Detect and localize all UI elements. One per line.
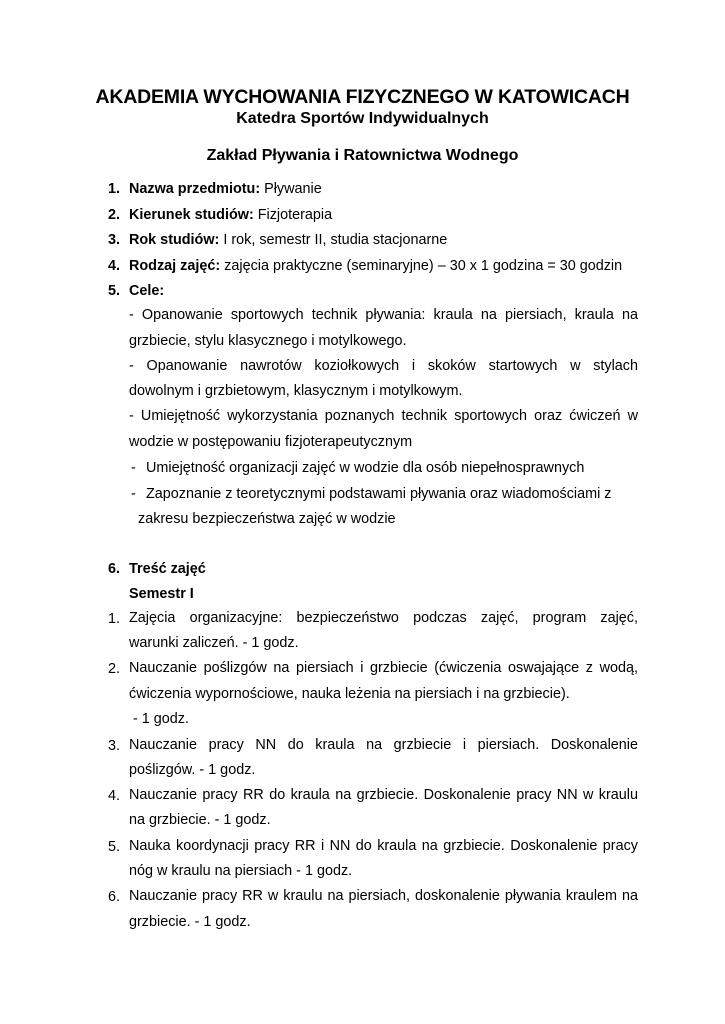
goal-line: wodzie w postępowaniu fizjoterapeutycznym — [129, 434, 413, 450]
content-item-line: warunki zaliczeń. - 1 godz. — [129, 635, 299, 651]
goal-line: Umiejętność organizacji zajęć w wodzie dla osób niepełnosprawnych — [146, 460, 585, 476]
content-item-num: 3. — [108, 738, 121, 754]
content-item-num: 2. — [108, 661, 121, 677]
info-label: Kierunek studiów: — [129, 207, 254, 223]
content-item-line: poślizgów. - 1 godz. — [129, 762, 256, 778]
info-value: Pływanie — [260, 181, 322, 197]
content-item-line: ćwiczenia wypornościowe, nauka leżenia na piersiach i na grzbiecie). — [129, 686, 570, 702]
content-item-line: Nauka koordynacji pracy RR i NN do kraula na grzbiecie. Doskonalenie pracy — [129, 838, 638, 854]
content-item-num: 4. — [108, 788, 121, 804]
goal-line: dowolnym i grzbietowym, klasycznym i motylkowym. — [129, 383, 463, 399]
info-label: Nazwa przedmiotu: — [129, 181, 261, 197]
info-item: 5. Cele: — [108, 283, 165, 299]
info-item: 1. Nazwa przedmiotu: Pływanie — [108, 181, 322, 197]
semester-title: Semestr I — [129, 586, 194, 602]
info-value: zajęcia praktyczne (seminaryjne) – 30 x 1 godzina = 30 godzin — [220, 258, 623, 274]
goal-line: - Opanowanie nawrotów koziołkowych i skoków startowych w stylach — [129, 358, 638, 374]
info-label: Cele: — [129, 283, 165, 299]
goal-dash: - — [131, 486, 136, 502]
info-item: 2. Kierunek studiów: Fizjoterapia — [108, 207, 333, 223]
content-section-title: 6. Treść zajęć — [108, 561, 206, 577]
goal-line: - Opanowanie sportowych technik pływania: kraula na piersiach, kraula na — [129, 307, 638, 323]
info-value: Fizjoterapia — [253, 207, 333, 223]
goal-line: Zapoznanie z teoretycznymi podstawami pływania oraz wiadomościami z — [146, 486, 612, 502]
info-item: 4. Rodzaj zajęć: zajęcia praktyczne (seminaryjne) – 30 x 1 godzina = 30 godzin — [108, 258, 623, 274]
goal-line: - Umiejętność wykorzystania poznanych technik sportowych oraz ćwiczeń w — [129, 408, 638, 424]
goal-line: grzbiecie, stylu klasycznego i motylkowego. — [129, 333, 407, 349]
content-item-num: 6. — [108, 889, 121, 905]
content-item-line: nóg w kraulu na piersiach - 1 godz. — [129, 863, 353, 879]
info-value: I rok, semestr II, studia stacjonarne — [219, 232, 448, 248]
goal-dash: - — [131, 460, 136, 476]
info-label: Rodzaj zajęć: — [129, 258, 221, 274]
info-label: Rok studiów: — [129, 232, 220, 248]
unit-title: Zakład Pływania i Ratownictwa Wodnego — [206, 147, 519, 164]
content-item-num: 1. — [108, 611, 121, 627]
goal-line: zakresu bezpieczeństwa zajęć w wodzie — [138, 511, 396, 527]
academy-title: AKADEMIA WYCHOWANIA FIZYCZNEGO W KATOWICACH — [95, 86, 630, 108]
content-item-line: Nauczanie pracy RR w kraulu na piersiach, doskonalenie pływania kraulem na — [129, 888, 638, 904]
content-item-line: na grzbiecie. - 1 godz. — [129, 812, 271, 828]
content-item-line: grzbiecie. - 1 godz. — [129, 914, 251, 930]
content-item-num: 5. — [108, 839, 121, 855]
content-item-line: Nauczanie poślizgów na piersiach i grzbiecie (ćwiczenia oswajające z wodą, — [129, 660, 638, 676]
content-item-line: Zajęcia organizacyjne: bezpieczeństwo podczas zajęć, program zajęć, — [129, 610, 638, 626]
content-item-line: - 1 godz. — [129, 711, 189, 727]
info-item: 3. Rok studiów: I rok, semestr II, studia stacjonarne — [108, 232, 448, 248]
content-item-line: Nauczanie pracy NN do kraula na grzbiecie i piersiach. Doskonalenie — [129, 737, 638, 753]
department-title: Katedra Sportów Indywidualnych — [236, 110, 489, 127]
content-item-line: Nauczanie pracy RR do kraula na grzbiecie. Doskonalenie pracy NN w kraulu — [129, 787, 638, 803]
